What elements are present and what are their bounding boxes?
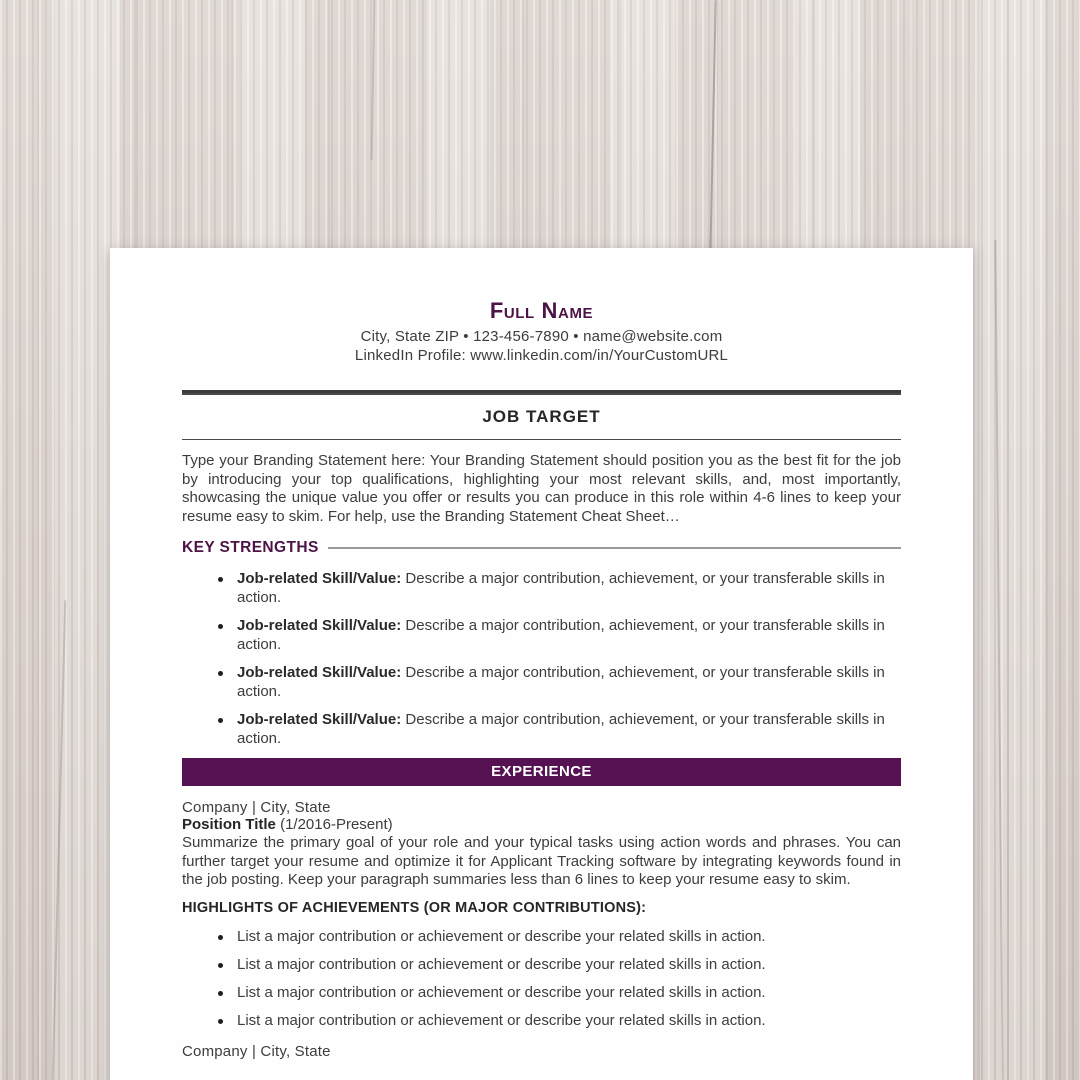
job-target-title: JOB TARGET (482, 407, 601, 426)
branding-statement: Type your Branding Statement here: Your Branding Statement should position you as the best fit for the job by introducing your top qualifications, highlighting your most relevant skills, and, most importantly, showcasing the unique value you offer or results you can produce in this role within 4-6 lines to keep your resume easy to skim. For help, use the Branding Statement Cheat Sheet… (182, 452, 901, 525)
company-line: Company | City, State (182, 799, 331, 816)
resume-content (110, 248, 973, 1060)
bullet-icon (218, 935, 223, 940)
key-strengths-header (182, 539, 901, 557)
list-item (182, 956, 901, 974)
skill-label: Job-related Skill/Value: (237, 711, 402, 728)
header-double-rule (182, 390, 901, 395)
skill-description: Describe a major contribution, achievement, or your transferable skills in action. (237, 570, 885, 606)
key-strength-text (237, 664, 901, 701)
wood-crack (994, 240, 1003, 1080)
highlights-list (182, 928, 901, 1030)
linkedin-line: LinkedIn Profile: www.linkedin.com/in/YourCustomURL (354, 347, 729, 364)
list-item (182, 928, 901, 946)
full-name: Full Name (489, 298, 594, 323)
skill-description: Describe a major contribution, achievement, or your transferable skills in action. (237, 664, 885, 700)
highlight-text: List a major contribution or achievement or describe your related skills in action. (237, 955, 766, 973)
list-item (182, 664, 901, 701)
role-summary: Summarize the primary goal of your role and your typical tasks using action words and phrases. You can further target your resume and optimize it for Applicant Tracking software by integrating keywords found in the job posting. Keep your paragraph summaries less than 6 lines to keep your resume easy to skim. (182, 834, 901, 888)
bullet-icon (218, 1019, 223, 1024)
key-strengths-title: KEY STRENGTHS (182, 539, 319, 556)
key-strengths-rule (328, 547, 901, 549)
contact-line: City, State ZIP • 123-456-7890 • name@website.com (360, 328, 723, 345)
bullet-icon (218, 577, 223, 582)
bullet-icon (218, 718, 223, 723)
list-item (182, 711, 901, 748)
experience-section-banner: EXPERIENCE (182, 758, 901, 786)
key-strength-text (237, 617, 901, 654)
key-strength-text (237, 570, 901, 607)
bullet-icon (218, 624, 223, 629)
company-line: Company | City, State (182, 1042, 331, 1060)
skill-description: Describe a major contribution, achievement, or your transferable skills in action. (237, 617, 885, 653)
wood-crack (52, 600, 67, 1080)
position-line (182, 816, 901, 834)
list-item (182, 617, 901, 654)
wood-crack (371, 0, 375, 160)
key-strength-text (237, 711, 901, 748)
list-item (182, 1012, 901, 1030)
highlights-title: HIGHLIGHTS OF ACHIEVEMENTS (OR MAJOR CONTRIBUTIONS): (182, 899, 647, 916)
bullet-icon (218, 671, 223, 676)
resume-page (110, 248, 973, 1080)
skill-label: Job-related Skill/Value: (237, 570, 402, 587)
bullet-icon (218, 991, 223, 996)
wood-crack (709, 0, 716, 260)
list-item (182, 984, 901, 1002)
skill-label: Job-related Skill/Value: (237, 664, 402, 681)
skill-description: Describe a major contribution, achievement, or your transferable skills in action. (237, 711, 885, 747)
position-dates: (1/2016-Present) (280, 816, 393, 833)
position-title: Position Title (182, 816, 276, 833)
resume-header (182, 298, 901, 365)
job-target-rule (182, 439, 901, 440)
list-item (182, 570, 901, 607)
key-strengths-list (182, 570, 901, 748)
highlight-text: List a major contribution or achievement or describe your related skills in action. (237, 1011, 766, 1029)
highlight-text: List a major contribution or achievement or describe your related skills in action. (237, 927, 766, 945)
highlight-text: List a major contribution or achievement or describe your related skills in action. (237, 983, 766, 1001)
skill-label: Job-related Skill/Value: (237, 617, 402, 634)
bullet-icon (218, 963, 223, 968)
